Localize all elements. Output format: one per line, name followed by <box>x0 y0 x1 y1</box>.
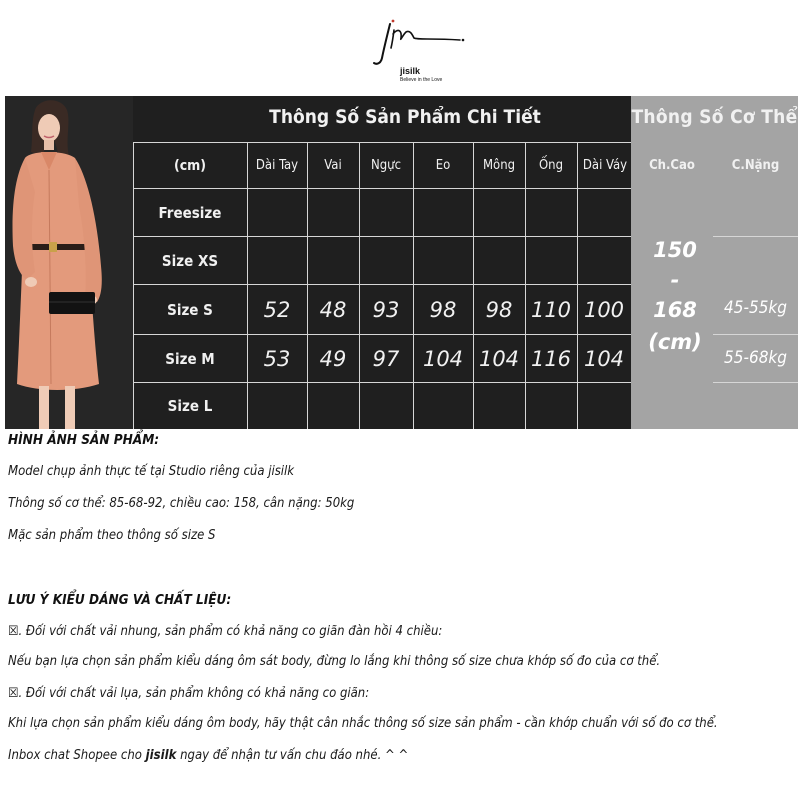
header-unit: (cm) <box>173 157 207 174</box>
cell-m-sleeve-length: 53 <box>263 346 291 371</box>
care-note-velvet-detail: Nếu bạn lựa chọn sản phẩm kiểu dáng ôm sát body, đừng lo lắng khi thông số size chưa khớp số đo của cơ thể. <box>8 654 661 669</box>
height-unit: (cm) <box>648 330 702 354</box>
body-spec-title: Thông Số Cơ Thể <box>631 106 798 128</box>
weight-size-m: 55-68kg <box>723 348 787 368</box>
cell-m-sleeve-opening: 116 <box>530 346 572 371</box>
header-sleeve-opening: Ống <box>538 158 564 173</box>
header-bust: Ngực <box>370 158 402 173</box>
height-separator: - <box>670 268 680 292</box>
height-min: 150 <box>653 238 697 262</box>
inbox-brand: jisilk <box>145 748 177 763</box>
header-waist: Eo <box>435 158 451 173</box>
product-spec-title: Thông Số Sản Phẩm Chi Tiết <box>269 106 541 128</box>
image-note-measurements: Thông số cơ thể: 85-68-92, chiều cao: 158, cân nặng: 50kg <box>8 496 355 511</box>
logo-signature-icon <box>360 18 480 68</box>
care-note-velvet: ☒. Đối với chất vải nhung, sản phẩm có khả năng co giãn đàn hồi 4 chiều: <box>8 624 443 639</box>
header-weight: C.Nặng <box>731 158 780 173</box>
brand-tagline: Believe in the Love <box>400 77 443 83</box>
inbox-prefix: Inbox chat Shopee cho <box>8 748 146 763</box>
cell-s-sleeve-length: 52 <box>263 297 291 322</box>
brand-logo <box>360 18 480 84</box>
row-label-freesize: Freesize <box>158 203 222 222</box>
cell-m-bust: 97 <box>372 346 400 371</box>
image-note-size: Mặc sản phẩm theo thông số size S <box>8 528 216 543</box>
header-shoulder: Vai <box>324 158 342 173</box>
header-hip: Mông <box>482 158 516 173</box>
row-label-size-s: Size S <box>167 300 213 319</box>
image-note-studio: Model chụp ảnh thực tế tại Studio riêng của jisilk <box>8 464 295 479</box>
height-max: 168 <box>653 298 697 322</box>
image-heading: HÌNH ẢNH SẢN PHẨM: <box>8 432 160 448</box>
care-note-silk-detail: Khi lựa chọn sản phẩm kiểu dáng ôm body, hãy thật cân nhắc thông số size sản phẩm - cần khớp chuẩn với số đo cơ thể. <box>8 716 718 731</box>
cell-s-waist: 98 <box>429 297 457 322</box>
header-sleeve-length: Dài Tay <box>255 158 299 173</box>
care-note-silk: ☒. Đối với chất vải lụa, sản phẩm không có khả năng co giãn: <box>8 686 370 701</box>
weight-size-s: 45-55kg <box>723 298 787 318</box>
cell-s-sleeve-opening: 110 <box>530 297 572 322</box>
size-chart <box>5 96 798 429</box>
cell-s-bust: 93 <box>372 297 400 322</box>
row-label-size-m: Size M <box>165 349 215 368</box>
cell-m-shoulder: 49 <box>319 346 347 371</box>
cell-m-waist: 104 <box>422 346 464 371</box>
row-label-size-xs: Size XS <box>161 251 219 270</box>
cell-s-shoulder: 48 <box>319 297 347 322</box>
brand-name: jisilk <box>400 66 421 76</box>
inbox-suffix: ngay để nhận tư vấn chu đáo nhé. ^ ^ <box>176 748 409 763</box>
inbox-note <box>8 748 408 763</box>
cell-m-hip: 104 <box>478 346 520 371</box>
cell-m-dress-length: 104 <box>583 346 625 371</box>
row-label-size-l: Size L <box>167 397 213 415</box>
header-height: Ch.Cao <box>649 158 695 173</box>
cell-s-dress-length: 100 <box>583 297 625 322</box>
cell-s-hip: 98 <box>485 297 513 322</box>
care-heading: LƯU Ý KIỂU DÁNG VÀ CHẤT LIỆU: <box>8 592 232 608</box>
header-dress-length: Dài Váy <box>582 158 628 173</box>
